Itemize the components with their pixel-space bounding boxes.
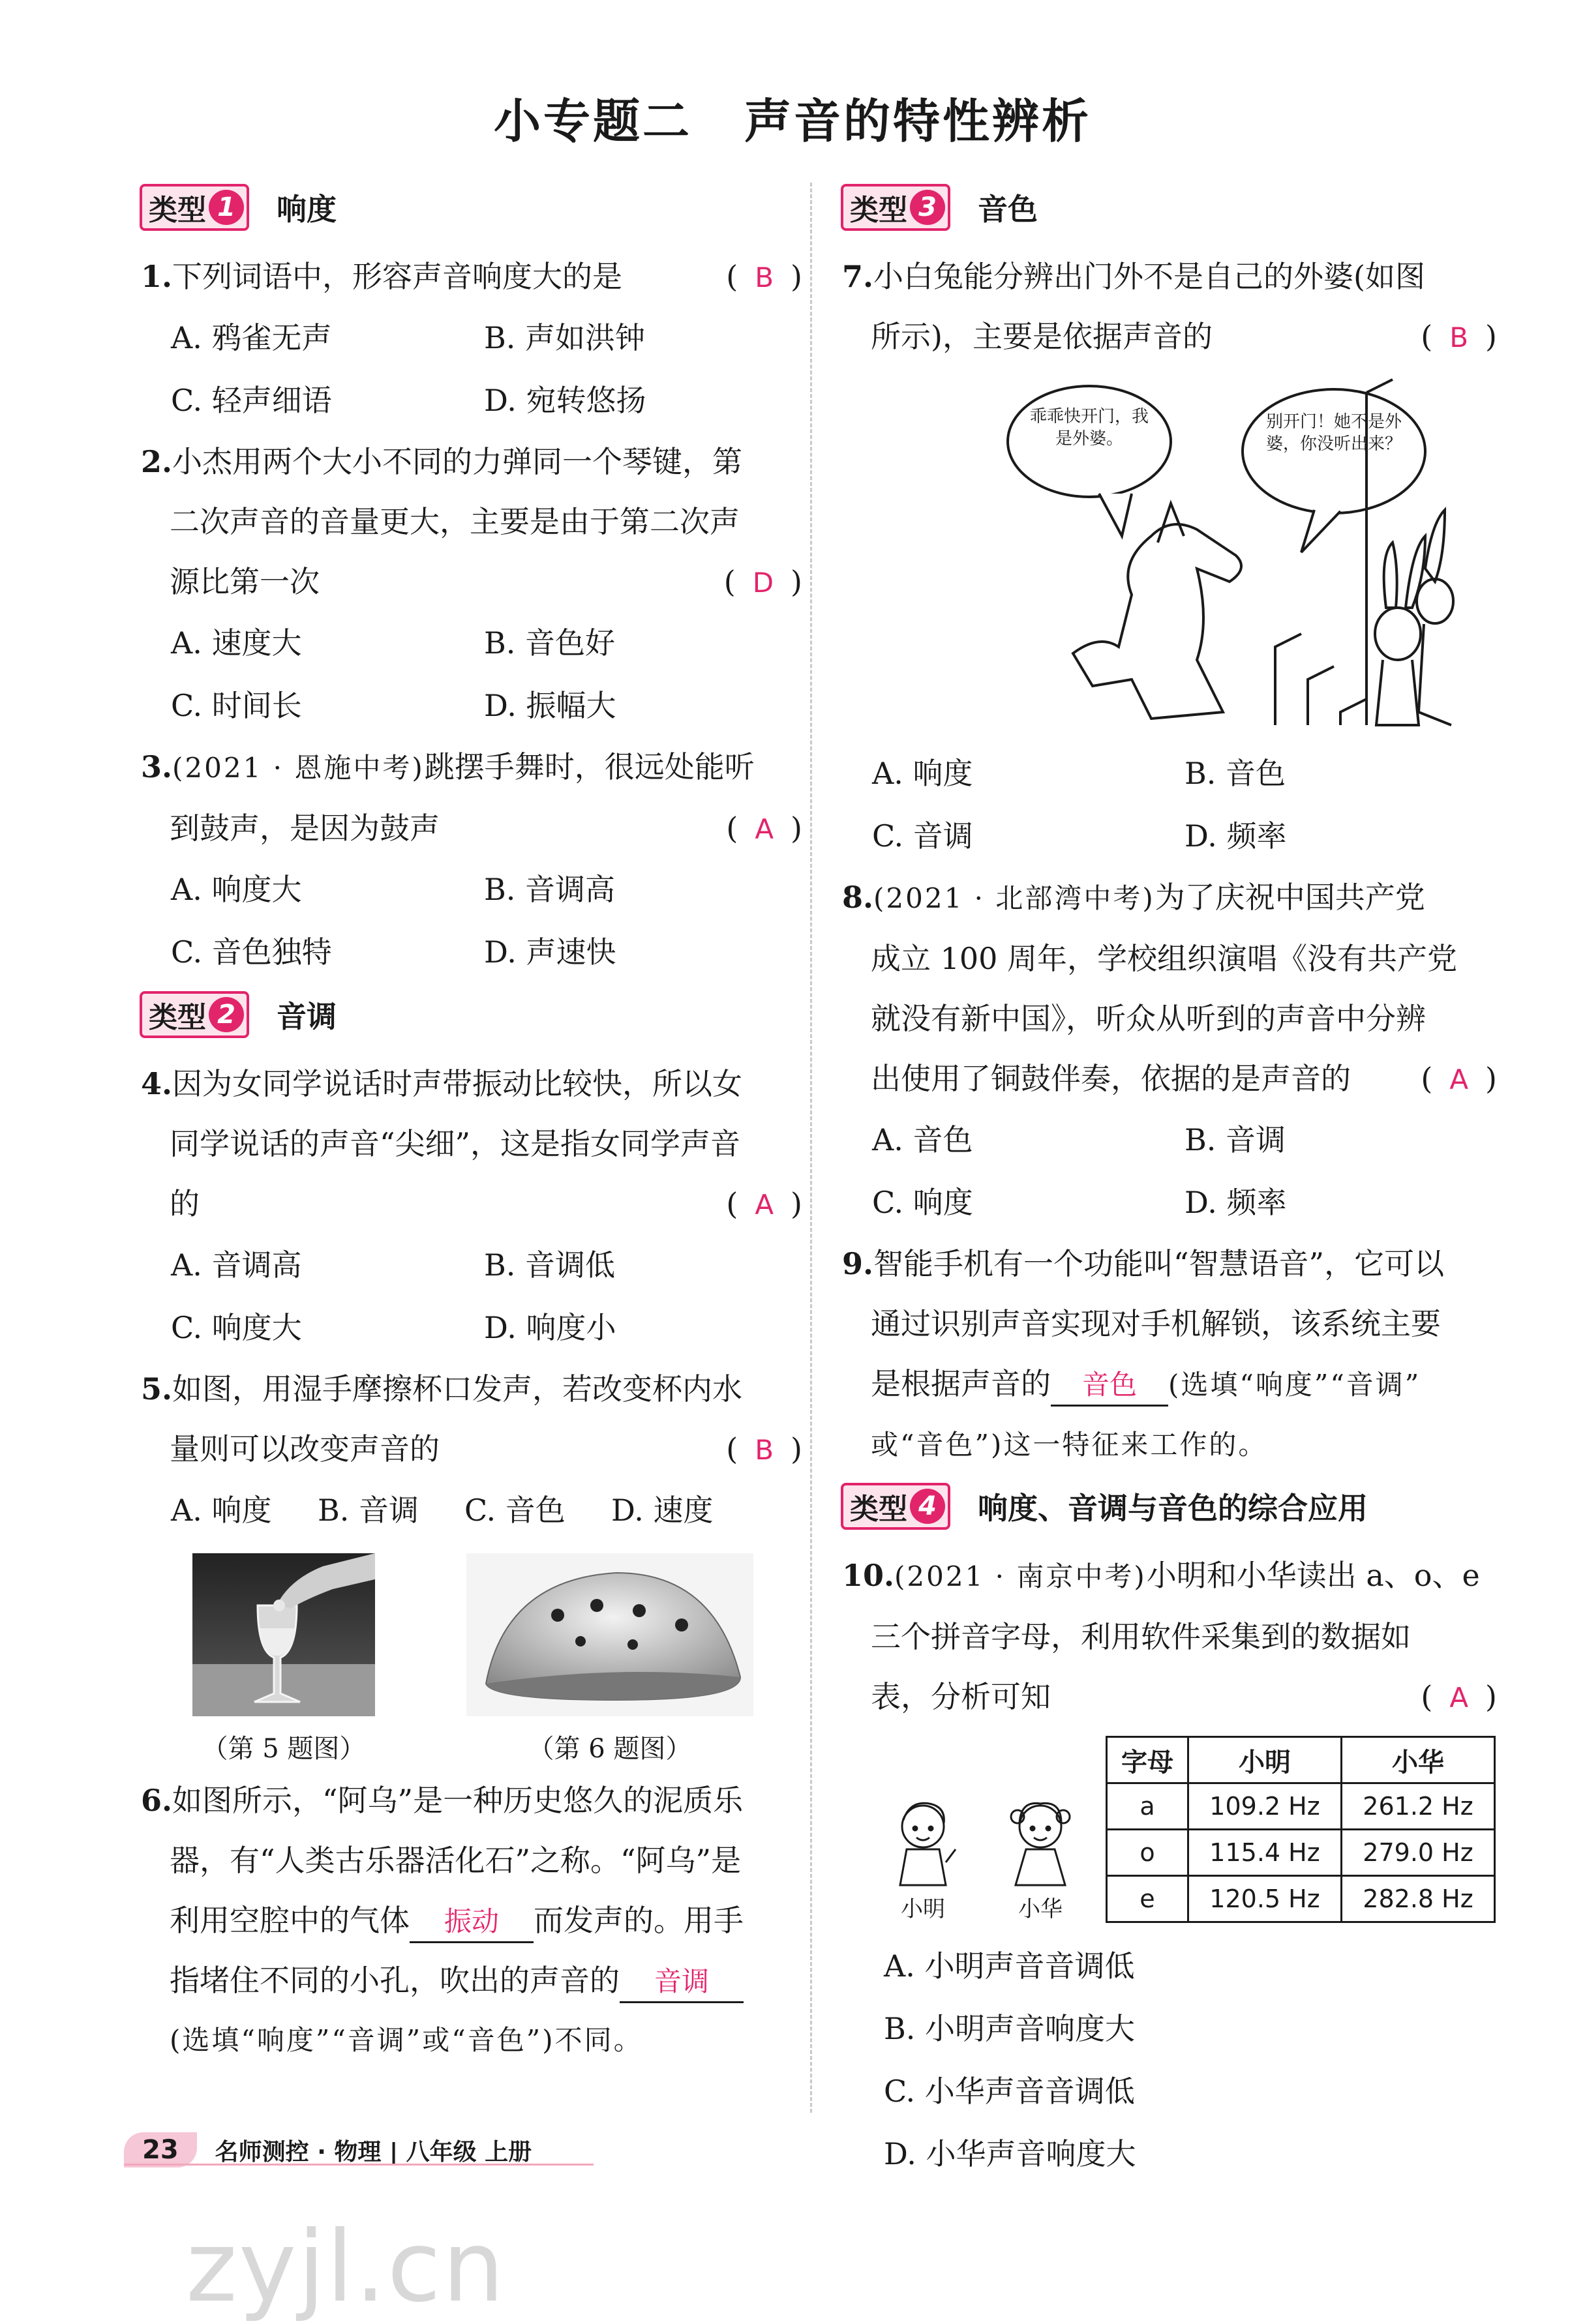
question-text: 出使用了铜鼓伴奏，依据的是声音的 — [871, 1061, 1351, 1096]
speech-bubble-rabbit: 别开门！她不是外婆，你没听出来？ — [1265, 412, 1402, 454]
question-text: 就没有新中国》，听众从听到的声音中分辨 — [871, 1001, 1426, 1036]
figure-5 — [192, 1553, 375, 1765]
footer-rule — [124, 2164, 594, 2166]
table-cell: 261.2 Hz — [1342, 1783, 1495, 1830]
question-text: 成立 100 周年，学校组织演唱《没有共产党 — [871, 941, 1458, 976]
option-d: D. 频率 — [1185, 1185, 1287, 1220]
option-b: B. 音调 — [1185, 1122, 1286, 1157]
option-c: C. 轻声细语 — [171, 383, 332, 418]
options — [832, 1109, 1497, 1171]
speech-bubble-wolf: 乖乖快开门，我是外婆。 — [1029, 407, 1149, 449]
options — [130, 1234, 802, 1296]
option-d: D. 振幅大 — [484, 688, 616, 723]
option-a: A. 响度大 — [171, 872, 302, 907]
question-source: (2021 · 恩施中考) — [172, 752, 425, 784]
options — [832, 742, 1497, 805]
figure-10 — [874, 1736, 1497, 1923]
frequency-table — [1106, 1736, 1496, 1923]
question-text: 到鼓声，是因为鼓声 — [170, 811, 440, 846]
girl-figure — [991, 1797, 1089, 1923]
question-1 — [130, 246, 802, 306]
question-text: 或“音色”)这一特征来工作的。 — [871, 1429, 1268, 1461]
answer-bracket: ( A ) — [1421, 1679, 1497, 1714]
question-text: 指堵住不同的小孔，吹出的声音的 — [170, 1963, 620, 1998]
option-a: A. 响度 — [171, 1493, 272, 1528]
table-cell: 279.0 Hz — [1342, 1830, 1495, 1876]
question-text: 通过识别声音实现对手机解锁，该系统主要 — [871, 1306, 1441, 1341]
badge-text: 类型 — [850, 1493, 907, 1526]
title-part-a: 小专题二 — [493, 94, 692, 149]
answer-bracket: ( B ) — [1421, 319, 1497, 354]
question-text: 的 — [170, 1186, 200, 1221]
question-number: 7. — [842, 259, 874, 294]
options — [130, 921, 802, 983]
question-number: 1. — [141, 259, 173, 294]
options — [130, 306, 802, 369]
badge-text: 类型 — [149, 194, 206, 227]
option-d: D. 频率 — [1185, 818, 1287, 854]
badge-number: 3 — [910, 190, 945, 225]
question-number: 2. — [141, 444, 173, 479]
options — [130, 1479, 802, 1542]
badge-number: 4 — [910, 1489, 945, 1524]
type-2-header — [130, 987, 802, 1042]
answer-bracket: ( A ) — [1421, 1061, 1497, 1096]
option-b: B. 音调高 — [484, 872, 616, 907]
answer: B — [755, 261, 774, 293]
question-text: 利用空腔中的气体 — [170, 1903, 410, 1938]
question-text: 智能手机有一个功能叫“智慧语音”，它可以 — [873, 1246, 1445, 1281]
question-6 — [130, 1770, 802, 2070]
option-c: C. 音色独特 — [171, 934, 332, 970]
question-source: (2021 · 北部湾中考) — [873, 882, 1155, 914]
option-c: C. 音色 — [464, 1493, 566, 1528]
question-9 — [832, 1234, 1497, 1475]
options — [832, 2060, 1497, 2123]
fill-blank-answer: 音调 — [620, 1962, 744, 2003]
left-column — [130, 176, 802, 2070]
option-d: D. 速度 — [611, 1493, 714, 1528]
option-d: D. 宛转悠扬 — [484, 383, 646, 418]
awu-instrument-photo — [466, 1553, 753, 1716]
type-label: 音调 — [277, 999, 337, 1034]
question-number: 6. — [141, 1783, 173, 1818]
option-c: C. 音调 — [872, 818, 973, 854]
answer-bracket: ( D ) — [723, 564, 802, 599]
option-a: A. 鸦雀无声 — [171, 320, 332, 355]
question-text: 下列词语中，形容声音响度大的是 — [172, 259, 623, 294]
question-text: 因为女同学说话时声带振动比较快，所以女 — [172, 1066, 743, 1101]
option-a: A. 速度大 — [171, 625, 302, 661]
options — [130, 858, 802, 921]
table-header: 小明 — [1188, 1737, 1342, 1783]
type-label: 响度、音调与音色的综合应用 — [978, 1491, 1368, 1526]
boy-figure — [874, 1797, 972, 1923]
option-b: B. 音调 — [318, 1493, 419, 1528]
question-text: 小杰用两个大小不同的力弹同一个琴键，第 — [172, 444, 743, 479]
type-4-header — [832, 1479, 1497, 1534]
question-7 — [832, 246, 1497, 366]
option-b: B. 音色 — [1185, 756, 1286, 791]
question-3 — [130, 737, 802, 858]
options — [832, 1171, 1497, 1234]
answer: B — [1449, 321, 1469, 353]
option-a: A. 响度 — [872, 756, 973, 791]
question-text: 小明和小华读出 a、o、e — [1146, 1558, 1480, 1593]
question-text: 二次声音的音量更大，主要是由于第二次声 — [170, 504, 740, 539]
type-1-header — [130, 180, 802, 235]
table-header-row — [1107, 1737, 1495, 1783]
options — [130, 674, 802, 737]
option-d: D. 声速快 — [484, 934, 616, 970]
badge-number: 2 — [209, 997, 244, 1032]
option-b: B. 音色好 — [484, 625, 616, 661]
answer-bracket: ( A ) — [726, 811, 802, 846]
options — [130, 612, 802, 674]
page-number: 23 — [124, 2132, 197, 2168]
badge-text: 类型 — [850, 194, 907, 227]
options — [832, 1935, 1497, 1997]
type-label: 音色 — [978, 192, 1038, 227]
options — [832, 2123, 1497, 2185]
column-divider — [810, 183, 812, 2113]
option-c: C. 小华声音音调低 — [884, 2074, 1135, 2109]
right-column — [832, 176, 1497, 2185]
question-text: 同学说话的声音“尖细”，这是指女同学声音 — [170, 1126, 741, 1161]
table-header: 字母 — [1107, 1737, 1188, 1783]
type-badge — [140, 991, 249, 1038]
question-text: 如图所示，“阿乌”是一种历史悠久的泥质乐 — [172, 1783, 744, 1818]
question-text: 所示)，主要是依据声音的 — [871, 319, 1213, 354]
option-b: B. 声如洪钟 — [484, 320, 646, 355]
question-5 — [130, 1359, 802, 1479]
question-4 — [130, 1054, 802, 1234]
type-badge — [140, 184, 249, 231]
type-badge — [841, 1483, 950, 1530]
figure-6 — [466, 1553, 753, 1765]
girl-label: 小华 — [1018, 1896, 1063, 1922]
type-label: 响度 — [277, 192, 337, 227]
table-header: 小华 — [1342, 1737, 1495, 1783]
answer-bracket: ( A ) — [726, 1186, 802, 1221]
girl-icon — [1001, 1797, 1079, 1888]
figure-7 — [1001, 373, 1458, 738]
question-text: (选填“响度”“音调”或“音色”)不同。 — [170, 2024, 643, 2056]
question-text: 表，分析可知 — [871, 1679, 1051, 1714]
options — [832, 1997, 1497, 2060]
book-title: 名师测控 · 物理 | 八年级 上册 — [215, 2138, 532, 2166]
answer-bracket: ( B ) — [726, 259, 802, 294]
question-text: 如图，用湿手摩擦杯口发声，若改变杯内水 — [172, 1371, 743, 1407]
fill-blank-answer: 音色 — [1051, 1365, 1168, 1407]
table-cell: 120.5 Hz — [1188, 1876, 1342, 1922]
table-cell: 282.8 Hz — [1342, 1876, 1495, 1922]
question-text: 是根据声音的 — [871, 1366, 1051, 1401]
question-number: 4. — [141, 1066, 173, 1101]
options — [832, 805, 1497, 867]
question-text: (选填“响度”“音调” — [1168, 1369, 1421, 1401]
option-c: C. 响度 — [872, 1185, 973, 1220]
answer-bracket: ( B ) — [726, 1431, 802, 1467]
question-text: 源比第一次 — [170, 564, 320, 599]
answer: A — [755, 1189, 774, 1221]
option-c: C. 响度大 — [171, 1310, 302, 1345]
figures-row — [192, 1553, 802, 1765]
question-number: 9. — [842, 1246, 874, 1281]
option-a: A. 音调高 — [171, 1247, 302, 1283]
question-number: 3. — [141, 749, 173, 784]
table-cell: o — [1107, 1830, 1188, 1876]
type-badge — [841, 184, 950, 231]
table-cell: e — [1107, 1876, 1188, 1922]
page-footer — [124, 2132, 532, 2168]
question-2 — [130, 432, 802, 612]
answer: A — [1449, 1064, 1469, 1095]
option-c: C. 时间长 — [171, 688, 302, 723]
option-d: D. 小华声音响度大 — [884, 2136, 1136, 2171]
badge-number: 1 — [209, 190, 244, 225]
boy-icon — [884, 1797, 962, 1888]
answer: B — [755, 1434, 774, 1466]
figure-caption: （第 5 题图） — [202, 1734, 366, 1764]
wine-glass-photo — [192, 1553, 375, 1716]
page-title — [0, 83, 1585, 151]
table-cell: 109.2 Hz — [1188, 1783, 1342, 1830]
question-8 — [832, 867, 1497, 1109]
question-text: 而发声的。用手 — [534, 1903, 744, 1938]
option-a: A. 小明声音音调低 — [884, 1948, 1135, 1984]
boy-label: 小明 — [901, 1896, 945, 1922]
question-source: (2021 · 南京中考) — [894, 1560, 1147, 1592]
table-row — [1107, 1783, 1495, 1830]
table-cell: a — [1107, 1783, 1188, 1830]
figure-caption: （第 6 题图） — [528, 1734, 692, 1764]
table-row — [1107, 1876, 1495, 1922]
table-cell: 115.4 Hz — [1188, 1830, 1342, 1876]
answer: A — [1449, 1682, 1469, 1714]
question-text: 量则可以改变声音的 — [170, 1431, 440, 1467]
option-a: A. 音色 — [872, 1122, 973, 1157]
fill-blank-answer: 振动 — [410, 1902, 534, 1943]
question-text: 三个拼音字母，利用软件采集到的数据如 — [871, 1619, 1411, 1654]
option-b: B. 小明声音响度大 — [884, 2011, 1136, 2046]
question-text: 为了庆祝中国共产党 — [1155, 880, 1425, 915]
question-text: 跳摆手舞时，很远处能听 — [424, 749, 755, 784]
type-3-header — [832, 180, 1497, 235]
question-10 — [832, 1545, 1497, 1727]
option-b: B. 音调低 — [484, 1247, 616, 1283]
table-row — [1107, 1830, 1495, 1876]
question-number: 5. — [141, 1371, 173, 1407]
watermark: zyjl.cn — [186, 2211, 506, 2324]
option-d: D. 响度小 — [484, 1310, 616, 1345]
question-number: 10. — [842, 1558, 895, 1593]
options — [130, 1296, 802, 1359]
question-number: 8. — [842, 880, 874, 915]
answer: A — [755, 813, 774, 845]
title-part-b: 声音的特性辨析 — [744, 94, 1092, 149]
question-text: 小白兔能分辨出门外不是自己的外婆(如图 — [873, 259, 1425, 294]
badge-text: 类型 — [149, 1001, 206, 1034]
options — [130, 369, 802, 432]
answer: D — [752, 567, 774, 599]
question-text: 器，有“人类古乐器活化石”之称。“阿乌”是 — [170, 1843, 742, 1878]
